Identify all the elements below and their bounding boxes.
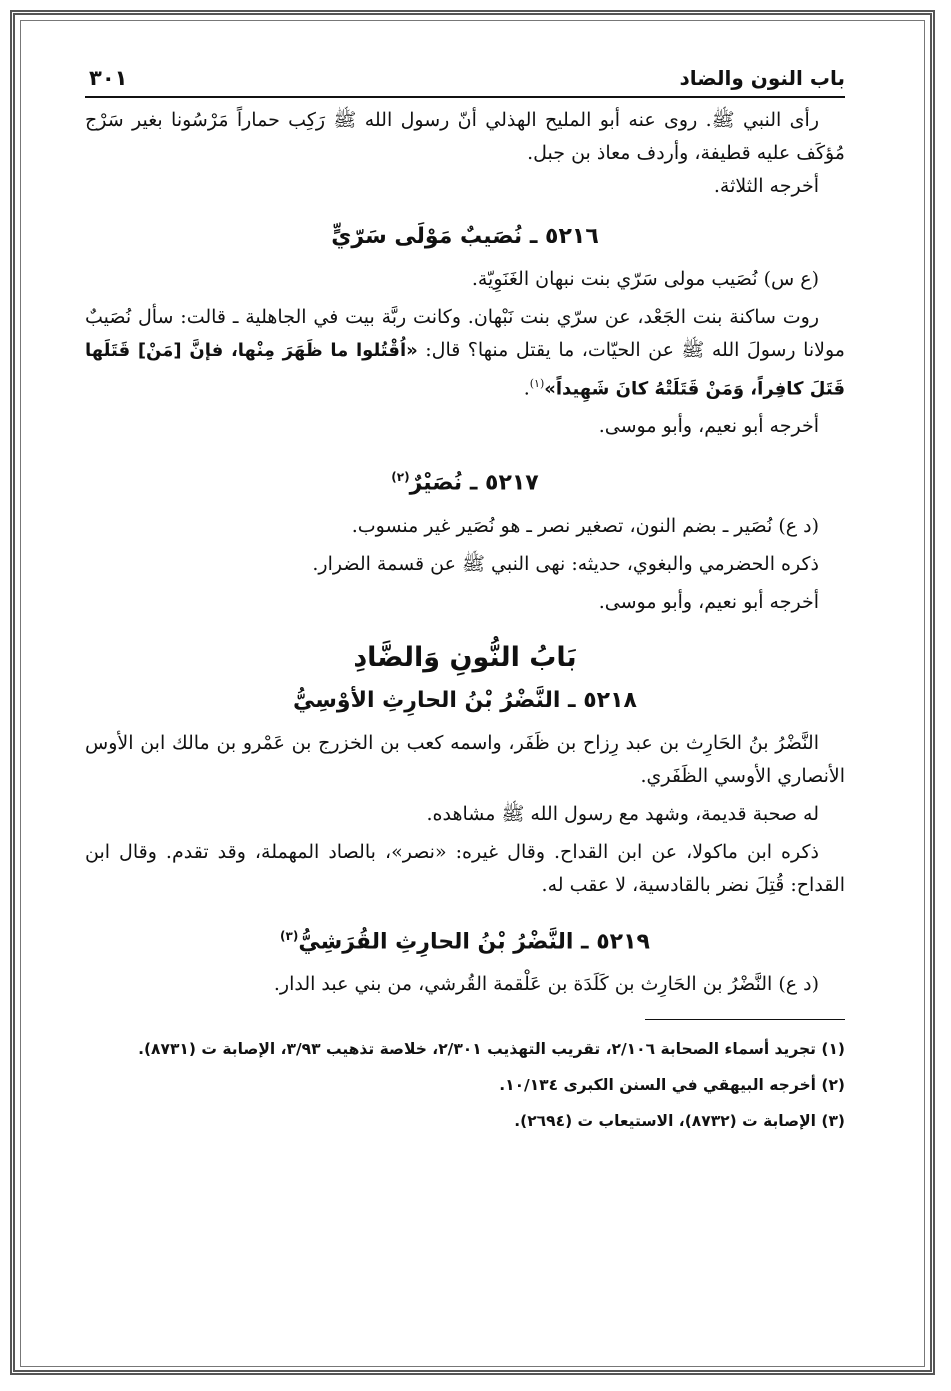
footnote: (١) تجريد أسماء الصحابة ٢/١٠٦، تقريب التهذيب ٢/٣٠١، خلاصة تذهيب ٣/٩٣، الإصابة ت (٨٧٣١). — [138, 1039, 845, 1058]
entry-heading-5218: ٥٢١٨ ـ النَّضْرُ بْنُ الحارِثِ الأوْسِيُّ — [293, 687, 637, 713]
paragraph — [85, 301, 845, 405]
entry-heading-5219 — [85, 918, 845, 960]
paragraph: (د ع) النَّضْرُ بن الحَارِث بن كَلَدَة بن عَلْقمة القُرشي، من بني عبد الدار. — [273, 972, 819, 995]
paragraph: أخرجه أبو نعيم، وأبو موسى. — [598, 590, 819, 613]
text: روت ساكنة بنت الجَعْد، عن سرّي بنت نَبْهان. وكانت ربَّة بيت في الجاهلية ـ قالت: سأل نُصَيبٌ مولانا رسولَ الله ﷺ عن الحيّات، ما يقتل منها؟ قال: — [85, 306, 845, 361]
entry-heading-5217 — [85, 459, 845, 501]
heading-text: ٥٢١٧ ـ نُصَيْرٌ — [409, 470, 539, 496]
paragraph: له صحبة قديمة، وشهد مع رسول الله ﷺ مشاهده. — [426, 802, 819, 825]
paragraph: أخرجه الثلاثة. — [713, 175, 819, 197]
footnote: (٣) الإصابة ت (٨٧٣٢)، الاستيعاب ت (٢٦٩٤). — [514, 1111, 845, 1130]
chapter-title: باب النون والضاد — [679, 66, 845, 90]
paragraph: ذكره الحضرمي والبغوي، حديثه: نهى النبي ﷺ عن قسمة الضرار. — [312, 552, 819, 575]
footnote-ref: (٣) — [280, 928, 299, 943]
paragraph: (ع س) نُصَيب مولى سَرّي بنت نبهان الغَنَوِيّة. — [471, 268, 819, 290]
book-page — [85, 60, 845, 1350]
footnote-ref: (٢) — [391, 470, 410, 485]
footnote-separator — [645, 1019, 845, 1020]
paragraph: رأى النبي ﷺ. روى عنه أبو المليح الهذلي أنّ رسول الله ﷺ رَكِب حماراً مَرْسُونا بغير سَرْج مُؤكَف عليه قطيفة، وأردف معاذ بن جبل. — [85, 109, 845, 164]
entry-heading-5216: ٥٢١٦ ـ نُصَيبٌ مَوْلَى سَرّيٍّ — [331, 224, 599, 249]
running-header — [85, 60, 845, 98]
paragraph: أخرجه أبو نعيم، وأبو موسى. — [598, 415, 819, 438]
paragraph: النَّضْرُ بنُ الحَارِث بن عبد رِزاح بن ظَفَر، واسمه كعب بن الخزرج بن عَمْرو بن مالك ابن الأوس الأنصاري الأوسي الظَفَري. — [85, 731, 845, 787]
chapter-heading: بَابُ النُّونِ وَالضَّادِ — [353, 641, 577, 673]
paragraph: ذكره ابن ماكولا، عن ابن القداح. وقال غيره: «نصر»، بالصاد المهملة، وقد تقدم. وقال ابن القداح: قُتِلَ نضر بالقادسية، لا عقب له. — [85, 840, 845, 896]
text: . — [523, 377, 530, 400]
heading-text: ٥٢١٩ ـ النَّضْرُ بْنُ الحارِثِ القُرَشِيُّ — [298, 928, 650, 954]
paragraph: (د ع) نُصَير ـ بضم النون، تصغير نصر ـ هو نُصَير غير منسوب. — [351, 514, 819, 537]
footnote: (٢) أخرجه البيهقي في السنن الكبرى ١٠/١٣٤. — [499, 1075, 845, 1094]
page-number: ٣٠١ — [89, 66, 128, 90]
hadith-quote: «اُقْتُلوا ما ظَهَرَ مِنْها، فإنَّ [مَنْ] قَتَلَها قَتَلَ كافِراً، وَمَنْ قَتَلَتْهُ كانَ شَهِيداً» — [85, 340, 845, 400]
footnote-ref: (١) — [529, 377, 545, 390]
